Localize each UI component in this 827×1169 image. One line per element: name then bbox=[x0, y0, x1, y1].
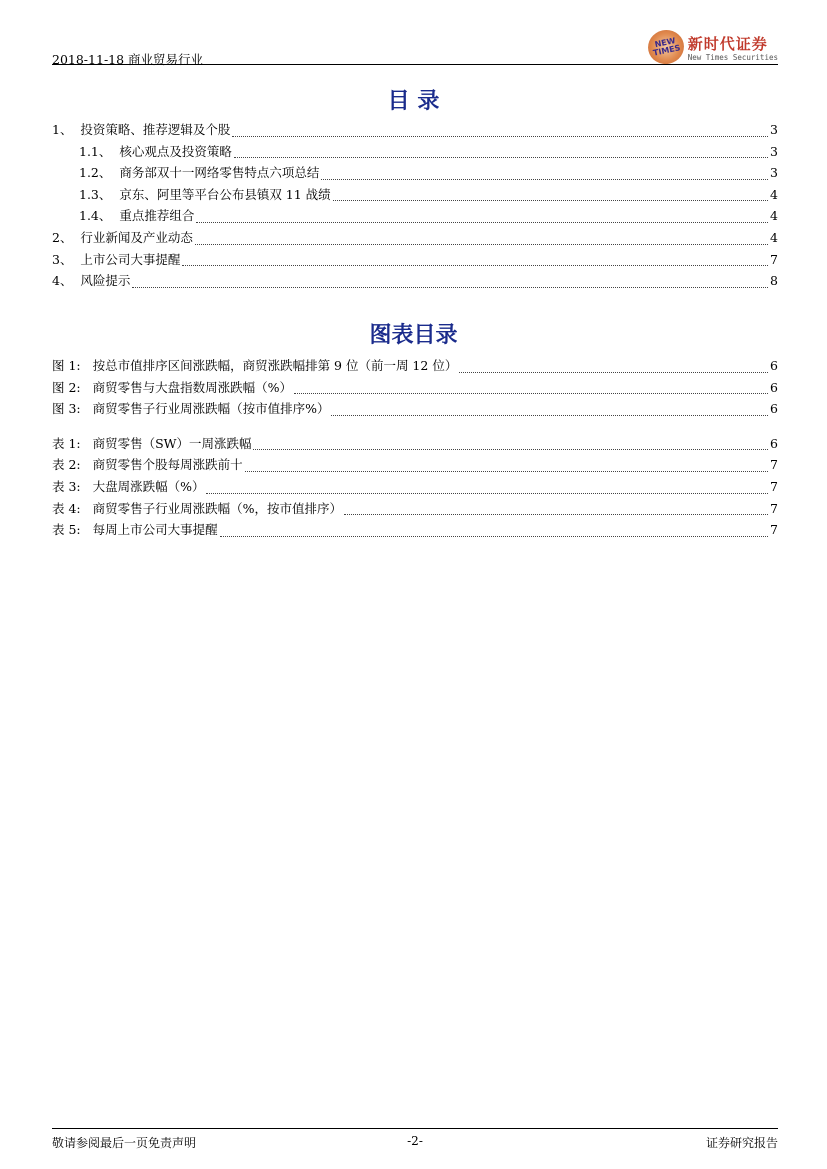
dot-leader bbox=[196, 221, 768, 223]
dot-leader bbox=[333, 199, 768, 201]
figure-entry-number: 图 1: bbox=[52, 358, 93, 373]
figure-entry-label: 按总市值排序区间涨跌幅，商贸涨跌幅排第 9 位（前一周 12 位） bbox=[92, 358, 458, 373]
table-entry-page: 7 bbox=[770, 522, 778, 538]
figure-list-title: 图表目录 bbox=[369, 323, 458, 348]
toc-entry-number: 4、 bbox=[52, 273, 81, 289]
table-entry-page: 6 bbox=[770, 435, 778, 451]
figure-entry-number: 图 3: bbox=[52, 401, 93, 417]
table-entry[interactable] bbox=[52, 477, 778, 499]
toc-entry-label: 行业新闻及产业动态 bbox=[80, 229, 193, 245]
table-entry[interactable] bbox=[52, 520, 778, 542]
toc-entry-label: 京东、阿里等平台公布县镇双 11 战绩 bbox=[119, 186, 331, 202]
figure-entry-page: 6 bbox=[770, 358, 778, 373]
table-entry-label: 商贸零售个股每周涨跌前十 bbox=[92, 457, 243, 473]
dot-leader bbox=[294, 392, 768, 394]
logo-name-cn: 新时代证券 bbox=[687, 34, 768, 53]
figure-entry[interactable] bbox=[52, 356, 778, 378]
toc-entry-label: 上市公司大事提醒 bbox=[80, 251, 181, 267]
toc-entry-number: 1.4、 bbox=[79, 208, 120, 224]
table-entry-number: 表 5: bbox=[52, 522, 93, 538]
toc-entry-page: 4 bbox=[770, 186, 778, 202]
toc-entry-label: 投资策略、推荐逻辑及个股 bbox=[80, 122, 231, 137]
page-header bbox=[52, 34, 778, 67]
toc-entry[interactable] bbox=[52, 206, 778, 228]
figure-entry[interactable] bbox=[52, 399, 778, 421]
table-entry-label: 商贸零售子行业周涨跌幅（%，按市值排序） bbox=[92, 500, 342, 516]
table-entry[interactable] bbox=[52, 499, 778, 521]
footer-report-type: 证券研究报告 bbox=[705, 1136, 778, 1150]
toc-entry-number: 3、 bbox=[52, 251, 81, 267]
dot-leader bbox=[132, 286, 768, 288]
figure-entry-page: 6 bbox=[770, 379, 778, 395]
dot-leader bbox=[321, 178, 768, 180]
logo-emblem-icon: NEW TIMES bbox=[645, 27, 687, 68]
logo-name-en: New Times Securities bbox=[687, 52, 778, 62]
toc-entry[interactable] bbox=[52, 142, 778, 164]
table-entry-label: 每周上市公司大事提醒 bbox=[92, 522, 218, 538]
header-date-industry: 2018-11-18 商业贸易行业 bbox=[52, 52, 204, 67]
toc-entry-number: 1、 bbox=[52, 122, 81, 137]
toc-entry-number: 2、 bbox=[52, 229, 81, 245]
toc-entry-number: 1.3、 bbox=[79, 186, 120, 202]
toc-entry-label: 风险提示 bbox=[80, 273, 131, 289]
table-entry-number: 表 1: bbox=[52, 435, 93, 451]
toc-entry[interactable] bbox=[52, 271, 778, 293]
footer-divider bbox=[52, 1128, 778, 1129]
dot-leader bbox=[234, 156, 768, 158]
figure-table-list bbox=[52, 356, 778, 542]
figure-entry-label: 商贸零售与大盘指数周涨跌幅（%） bbox=[92, 379, 292, 395]
toc-entry-number: 1.1、 bbox=[79, 143, 120, 159]
dot-leader bbox=[459, 371, 768, 373]
table-entry-number: 表 4: bbox=[52, 500, 93, 516]
dot-leader bbox=[232, 135, 768, 137]
figure-entry-label: 商贸零售子行业周涨跌幅（按市值排序%） bbox=[92, 401, 330, 417]
page-footer bbox=[52, 1134, 778, 1150]
toc-entry-page: 4 bbox=[770, 229, 778, 245]
toc-entry-page: 7 bbox=[770, 251, 778, 267]
toc-entry-label: 重点推荐组合 bbox=[119, 208, 195, 224]
figure-entry[interactable] bbox=[52, 378, 778, 400]
toc-entry-label: 商务部双十一网络零售特点六项总结 bbox=[119, 165, 320, 181]
footer-page-number: -2- bbox=[407, 1134, 423, 1148]
dot-leader bbox=[220, 535, 768, 537]
toc-list bbox=[52, 120, 778, 293]
toc-entry-page: 3 bbox=[770, 143, 778, 159]
toc-entry[interactable] bbox=[52, 228, 778, 250]
dot-leader bbox=[331, 414, 768, 416]
toc-title: 目 录 bbox=[387, 89, 440, 114]
toc-entry[interactable] bbox=[52, 250, 778, 272]
table-entry[interactable] bbox=[52, 455, 778, 477]
toc-entry[interactable] bbox=[52, 163, 778, 185]
header-divider bbox=[52, 64, 778, 65]
table-entry-label: 商贸零售（SW）一周涨跌幅 bbox=[92, 435, 252, 451]
toc-entry-page: 3 bbox=[770, 165, 778, 181]
table-entry-page: 7 bbox=[770, 500, 778, 516]
dot-leader bbox=[253, 448, 768, 450]
table-entry[interactable] bbox=[52, 434, 778, 456]
footer-disclaimer: 敬请参阅最后一页免责声明 bbox=[52, 1136, 197, 1150]
table-entry-page: 7 bbox=[770, 478, 778, 494]
dot-leader bbox=[195, 243, 768, 245]
company-logo bbox=[648, 30, 778, 64]
toc-entry[interactable] bbox=[52, 185, 778, 207]
dot-leader bbox=[206, 492, 768, 494]
toc-entry-number: 1.2、 bbox=[79, 165, 120, 181]
figure-entry-number: 图 2: bbox=[52, 379, 93, 395]
toc-entry-page: 8 bbox=[770, 273, 778, 289]
toc-entry[interactable] bbox=[52, 120, 778, 142]
dot-leader bbox=[182, 264, 768, 266]
toc-entry-page: 4 bbox=[770, 208, 778, 224]
dot-leader bbox=[245, 470, 768, 472]
table-entry-number: 表 3: bbox=[52, 478, 93, 494]
table-entry-label: 大盘周涨跌幅（%） bbox=[92, 478, 205, 494]
dot-leader bbox=[344, 513, 768, 515]
table-entry-number: 表 2: bbox=[52, 457, 93, 473]
figure-entry-page: 6 bbox=[770, 401, 778, 417]
table-entry-page: 7 bbox=[770, 457, 778, 473]
toc-entry-page: 3 bbox=[770, 122, 778, 137]
toc-entry-label: 核心观点及投资策略 bbox=[119, 143, 232, 159]
